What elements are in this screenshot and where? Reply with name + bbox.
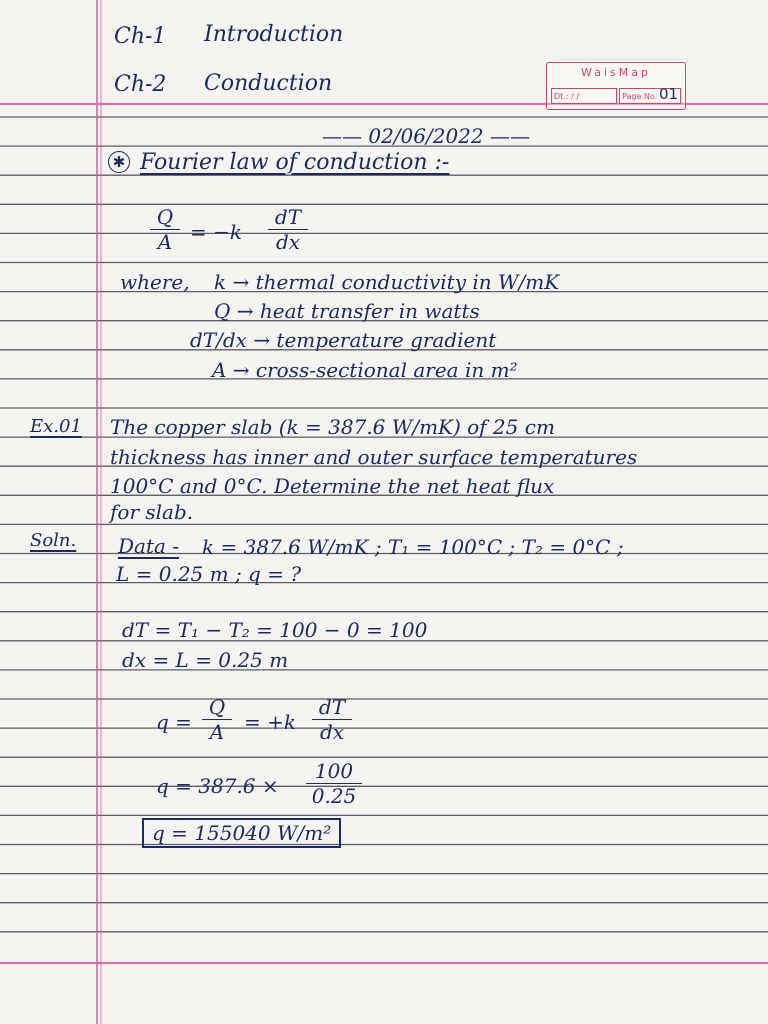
flux-lhs: q = <box>156 710 192 734</box>
eq-operator: = −k <box>190 220 242 244</box>
final-answer: q = 155040 W/m² <box>152 821 332 845</box>
example-text-line: 100°C and 0°C. Determine the net heat flux <box>110 474 555 498</box>
temperature-difference: dT = T₁ − T₂ = 100 − 0 = 100 <box>122 618 428 642</box>
eq-lhs-numerator: Q <box>156 205 174 229</box>
example-text-line: thickness has inner and outer surface temperatures <box>110 445 638 469</box>
definition-item: dT/dx → temperature gradient <box>190 328 497 352</box>
given-data-line: L = 0.25 m ; q = ? <box>116 562 302 586</box>
definition-item: A → cross-sectional area in m² <box>212 358 518 382</box>
where-label: where, <box>120 270 190 294</box>
definition-item: Q → heat transfer in watts <box>214 299 480 323</box>
chapter1-number: Ch-1 <box>114 24 167 49</box>
notebook-brand: WaisMap <box>581 66 651 79</box>
example-text-line: The copper slab (k = 387.6 W/mK) of 25 cm <box>110 415 555 439</box>
flux-denominator: A <box>209 720 225 744</box>
page-number: 01 <box>659 85 679 103</box>
gradient-numerator: dT <box>318 695 346 719</box>
eq-rhs-denominator: dx <box>275 230 301 254</box>
eq-rhs-numerator: dT <box>274 205 302 229</box>
eq-lhs-denominator: A <box>157 230 173 254</box>
equation-lhs-fraction <box>150 206 180 253</box>
definition-item: k → thermal conductivity in W/mK <box>214 270 560 294</box>
substitution-numerator: 100 <box>314 759 354 783</box>
asterisk-circle-icon: ✱ <box>108 151 130 173</box>
gradient-fraction <box>312 696 352 743</box>
flux-fraction <box>202 696 232 743</box>
chapter2-title: Conduction <box>204 71 333 96</box>
equation-rhs-fraction <box>268 206 308 253</box>
data-label: Data - <box>118 534 180 558</box>
gradient-denominator: dx <box>319 720 345 744</box>
example-text-line: for slab. <box>110 500 194 524</box>
stamp-page-field: Page No. <box>619 88 681 104</box>
thickness-line: dx = L = 0.25 m <box>122 648 289 672</box>
stamp-date-field: Dt.: / / <box>551 88 617 104</box>
solution-label: Soln. <box>30 530 77 551</box>
flux-substitution: q = 387.6 × <box>156 774 279 798</box>
chapter1-title: Introduction <box>204 22 344 47</box>
entry-date: —— 02/06/2022 —— <box>322 124 530 148</box>
substitution-denominator: 0.25 <box>311 784 357 808</box>
example-label: Ex.01 <box>30 416 82 437</box>
section-title: Fourier law of conduction :- <box>140 150 450 175</box>
notebook-stamp <box>546 62 686 110</box>
chapter2-number: Ch-2 <box>114 72 167 97</box>
flux-numerator: Q <box>208 695 226 719</box>
substitution-fraction <box>306 760 362 807</box>
flux-operator: = +k <box>244 710 296 734</box>
final-answer-box <box>142 818 341 848</box>
given-data-line: k = 387.6 W/mK ; T₁ = 100°C ; T₂ = 0°C ; <box>202 535 624 559</box>
